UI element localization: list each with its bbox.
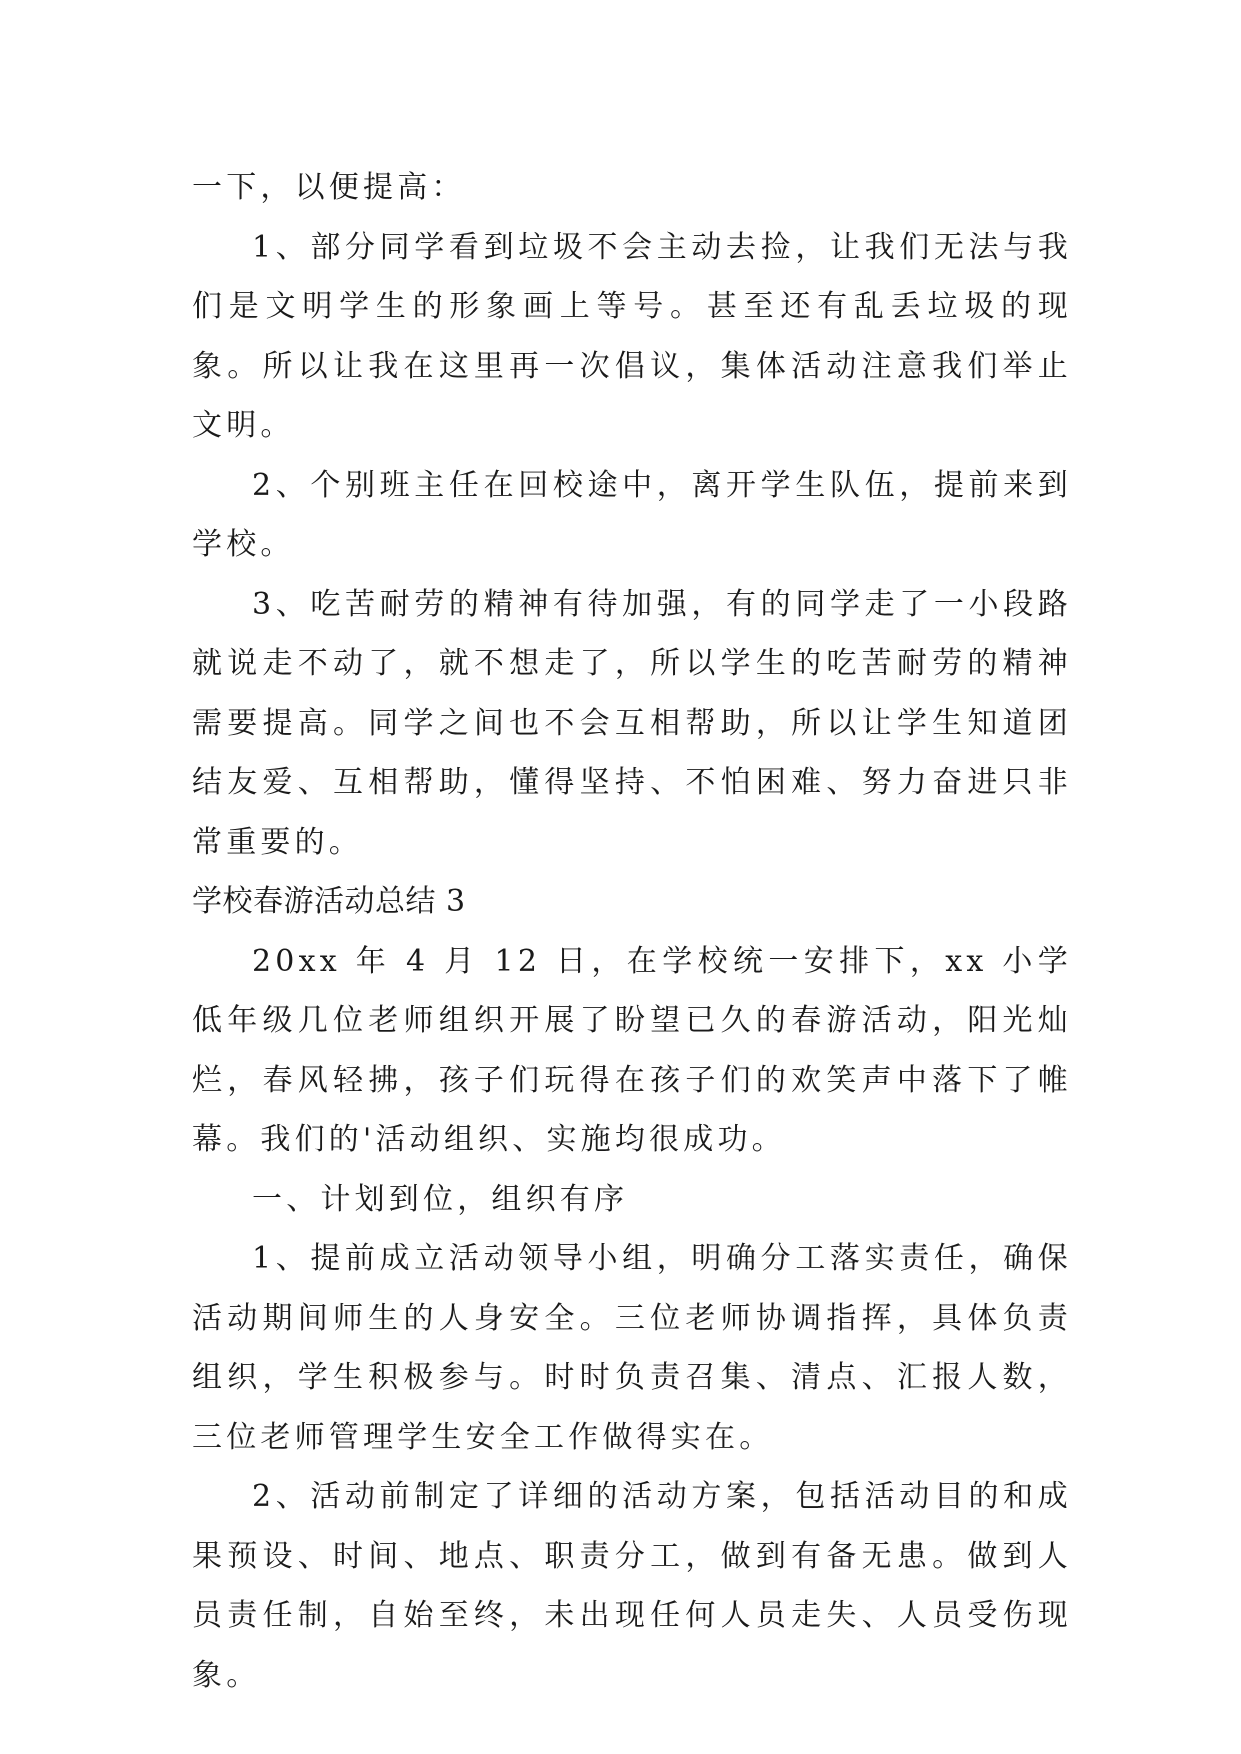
paragraph-plan-item-2: 2、活动前制定了详细的活动方案，包括活动目的和成果预设、时间、地点、职责分工，做到有备无患。做到人员责任制，自始至终，未出现任何人员走失、人员受伤现象。 [192,1479,1072,1693]
paragraph-item-3-endurance: 3、吃苦耐劳的精神有待加强，有的同学走了一小段路就说走不动了，就不想走了，所以学生的吃苦耐劳的精神需要提高。同学之间也不会互相帮助，所以让学生知道团结友爱、互相帮助，懂得坚持、不怕困难、努力奋进只非常重要的。 [192,586,1072,860]
paragraph-intro: 20xx 年 4 月 12 日，在学校统一安排下，xx 小学低年级几位老师组织开展了盼望已久的春游活动，阳光灿烂，春风轻拂，孩子们玩得在孩子们的欢笑声中落下了帷幕。我们的'活动组织、实施均很成功。 [192,943,1072,1157]
paragraph-item-1-littering: 1、部分同学看到垃圾不会主动去捡，让我们无法与我们是文明学生的形象画上等号。甚至还有乱丢垃圾的现象。所以让我在这里再一次倡议，集体活动注意我们举止文明。 [192,229,1072,443]
section-title: 学校春游活动总结 3 [192,884,466,919]
paragraph-heading-plan: 一、计划到位，组织有序 [252,1181,629,1217]
paragraph-item-2-teachers: 2、个别班主任在回校途中，离开学生队伍，提前来到学校。 [192,467,1072,562]
document-body [192,158,1072,1705]
paragraph-continuation: 一下，以便提高： [192,170,466,205]
paragraph-plan-item-1: 1、提前成立活动领导小组，明确分工落实责任，确保活动期间师生的人身安全。三位老师协调指挥，具体负责组织，学生积极参与。时时负责召集、清点、汇报人数，三位老师管理学生安全工作做得实在。 [192,1241,1072,1455]
